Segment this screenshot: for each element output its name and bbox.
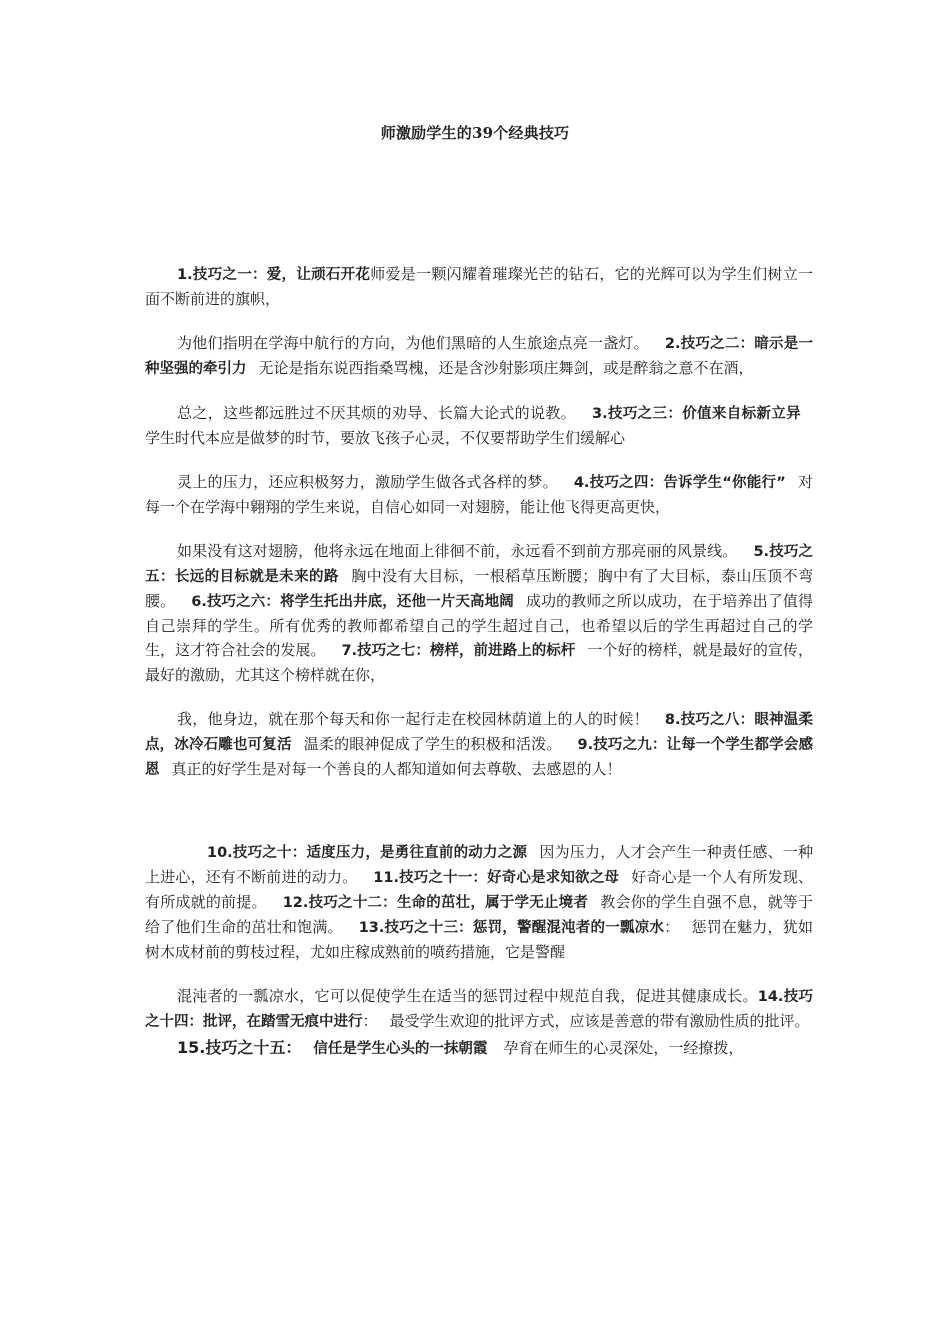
tip-heading-13: 13.技巧之十三：惩罚，警醒混沌者的一瓢凉水: [358, 920, 665, 936]
tip-heading-15: 15.技巧之十五：: [177, 1038, 302, 1057]
tip-heading-1: 1.技巧之一：爱，让顽石开花: [177, 267, 371, 283]
paragraph-text: 混沌者的一瓢凉水，它可以促使学生在适当的惩罚过程中规范自我，促进其健康成长。: [177, 987, 758, 1005]
tip-heading-7: 7.技巧之七：榜样，前进路上的标杆: [341, 643, 576, 659]
paragraph-text: 成功的教师之所以成功，在于培养出了值得自己崇拜的学生。所有优秀的教师都希望自己的学生超过自己，也希望以后的学生再超过自己的学生，这才符合社会的发展。: [145, 592, 813, 659]
paragraph-text: 对每一个在学海中翱翔的学生来说，自信心如同一对翅膀，能让他飞得更高更快，: [145, 473, 813, 516]
colon-mark: ：: [362, 1012, 378, 1030]
tip-heading-9: 9.技巧之九：让每一个学生都学会感恩: [145, 737, 813, 778]
tip-heading-10: 10.技巧之十：适度压力，是勇往直前的动力之源: [207, 845, 528, 861]
paragraph-2: [145, 331, 813, 381]
paragraph-text: 无论是指东说西指桑骂槐，还是含沙射影项庄舞剑，或是醉翁之意不在酒，: [258, 359, 754, 377]
paragraph-text: 孕育在师生的心灵深处，一经撩拨，: [503, 1039, 744, 1057]
paragraph-text: 一个好的榜样，就是最好的宣传，最好的激励，尤其这个榜样就在你，: [145, 641, 813, 684]
colon-mark: ：: [664, 918, 680, 936]
paragraph-text: 最受学生欢迎的批评方式，应该是善意的带有激励性质的批评。: [389, 1012, 810, 1030]
paragraph-text: 总之，这些都远胜过不厌其烦的劝导、长篇大论式的说教。: [177, 404, 577, 422]
paragraph-3: [145, 401, 813, 450]
tip-heading-5: 5.技巧之五：长远的目标就是未来的路: [145, 544, 813, 585]
paragraph-5: [145, 539, 813, 687]
paragraph-4: [145, 470, 813, 519]
paragraph-text: 胸中没有大目标，一根稻草压断腰；胸中有了大目标，泰山压顶不弯腰。: [145, 567, 813, 610]
tip-heading-8: 8.技巧之八：眼神温柔点，冰冷石雕也可复活: [145, 712, 813, 753]
paragraph-text: 学生时代本应是做梦的时节，要放飞孩子心灵，不仅要帮助学生们缓解心: [145, 429, 626, 447]
paragraph-text: 师爱是一颗闪耀着璀璨光芒的钻石，它的光辉可以为学生们树立一面不断前进的旗帜，: [145, 265, 813, 308]
paragraph-text: 温柔的眼神促成了学生的积极和活泼。: [303, 735, 562, 753]
paragraph-text: 因为压力，人才会产生一种责任感、一种上进心，还有不断前进的动力。: [145, 843, 813, 886]
paragraph-1: [145, 262, 813, 311]
tip-heading-4: 4.技巧之四：告诉学生“你能行”: [573, 475, 786, 491]
tip-heading-12: 12.技巧之十二：生命的茁壮，属于学无止境者: [282, 895, 589, 911]
paragraph-text: 如果没有这对翅膀，他将永远在地面上徘徊不前，永远看不到前方那亮丽的风景线。: [177, 542, 738, 560]
paragraph-text: 我，他身边，就在那个每天和你一起行走在校园林荫道上的人的时候！: [177, 710, 649, 728]
tip-heading-11: 11.技巧之十一：好奇心是求知欲之母: [373, 870, 620, 886]
tip-heading-2: 2.技巧之二：暗示是一种坚强的牵引力: [145, 336, 813, 377]
paragraph-text: 好奇心是一个人有所发现、有所成就的前提。: [145, 868, 813, 911]
paragraph-text: 真正的好学生是对每一个善良的人都知道如何去尊敬、去感恩的人！: [171, 760, 622, 778]
paragraph-text: 教会你的学生自强不息，就等于给了他们生命的茁壮和饱满。: [145, 893, 813, 936]
tip-heading-3: 3.技巧之三：价值来自标新立异: [592, 406, 801, 422]
paragraph-9: [145, 1036, 813, 1061]
paragraph-text: 灵上的压力，还应积极努力，激励学生做各式各样的梦。: [177, 473, 558, 491]
tip-heading-6: 6.技巧之六：将学生托出井底，还他一片天高地阔: [191, 594, 514, 610]
tip-heading-14: 14.技巧之十四：批评，在踏雪无痕中进行: [145, 989, 814, 1030]
paragraph-8: [145, 984, 813, 1034]
tip-heading-15-text: 信任是学生心头的一抹朝霞: [313, 1041, 488, 1057]
document-title: 师激励学生的39个经典技巧: [380, 124, 570, 142]
paragraph-7: [145, 840, 813, 964]
paragraph-text: 为他们指明在学海中航行的方向，为他们黑暗的人生旅途点亮一盏灯。: [177, 334, 649, 352]
paragraph-text: 惩罚在魅力，犹如树木成材前的剪枝过程，尤如庄稼成熟前的喷药措施，它是警醒: [145, 918, 813, 961]
paragraph-6: [145, 707, 813, 782]
document-body: [145, 262, 813, 1081]
